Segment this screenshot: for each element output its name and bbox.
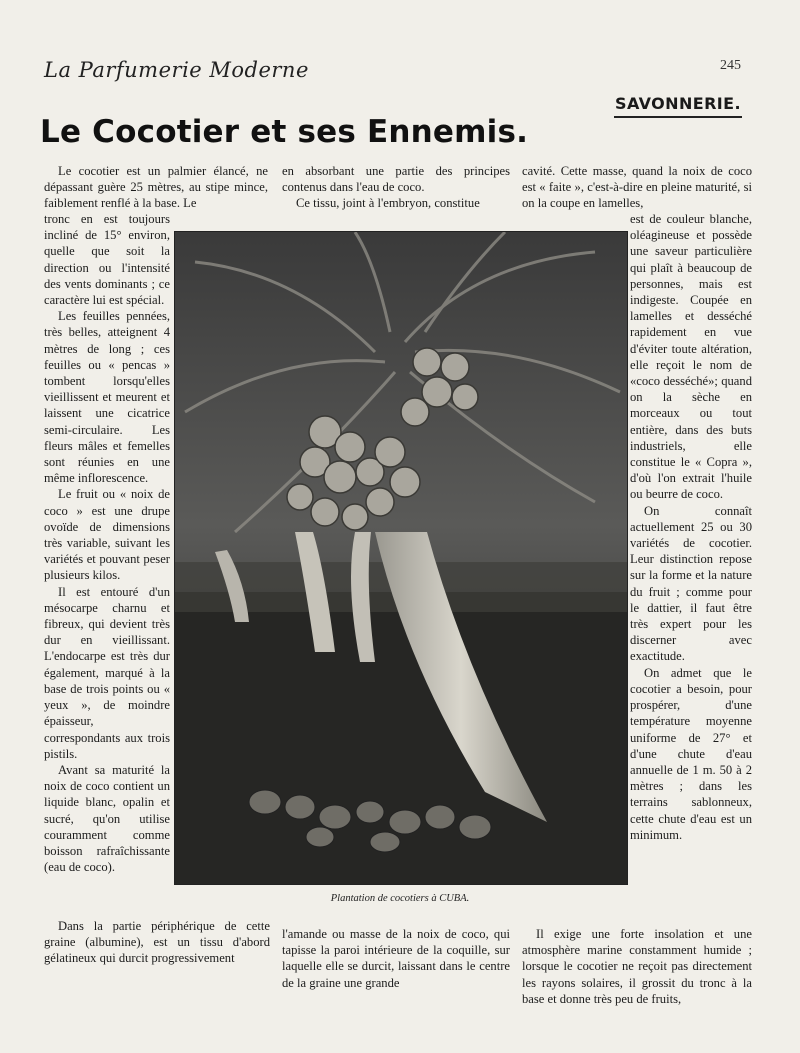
coconut-palm-photograph	[174, 231, 628, 885]
column-3-side	[630, 211, 752, 843]
column-1-side	[44, 211, 170, 875]
paragraph: Avant sa maturité la noix de coco contient un liquide blanc, opalin et sucré, qu'on utilise couramment comme boisson rafraîchissante (eau de coco).	[44, 762, 170, 875]
paragraph: l'amande ou masse de la noix de coco, qui tapisse la paroi intérieure de la coquille, sur laquelle elle se durcit, laissant dans le centre de la graine une grande	[282, 927, 510, 990]
paragraph: Ce tissu, joint à l'embryon, constitue	[296, 196, 480, 211]
paragraph: en absorbant une partie des principes contenus dans l'eau de coco.	[282, 164, 510, 195]
paragraph: Dans la partie périphérique de cette graine (albumine), est un tissu d'abord gélatineux qui durcit progressivement	[44, 919, 270, 966]
section-label: SAVONNERIE.	[614, 94, 742, 118]
column-1-bottom	[44, 918, 270, 967]
page-number: 245	[720, 58, 741, 73]
paragraph: Le cocotier est un palmier élancé, ne dépassant guère 25 mètres, au stipe mince, faiblement renflé à la base. Le	[44, 164, 268, 211]
figure-caption: Plantation de cocotiers à CUBA.	[330, 893, 470, 904]
paragraph: Il est entouré d'un mésocarpe charnu et fibreux, qui devient très dur en vieillissant. L'endocarpe est très dur également, marqué à la base de trois points ou « yeux », de moindre épaisseur, correspondants aux trois pistils.	[44, 584, 170, 761]
column-3-top	[522, 163, 752, 212]
column-3-bottom	[522, 926, 752, 1007]
article-title: Le Cocotier et ses Ennemis.	[40, 114, 529, 150]
paragraph: Les feuilles pennées, très belles, atteignent 4 mètres de long ; ces feuilles ou « pencas » tombent lorsqu'elles vieillissent et meurent et laissent une cicatrice semi-circulaire. Les fleurs mâles et femelles sont réunies en une même inflorescence.	[44, 309, 170, 486]
running-head: La Parfumerie Moderne	[44, 58, 309, 82]
paragraph: On connaît actuellement 25 ou 30 variétés de cocotier. Leur distinction repose sur la forme et la nature du fruit ; comme pour le dattier, il faut être très expert pour les discerner avec exactitude.	[630, 503, 752, 664]
paragraph: On admet que le cocotier a besoin, pour prospérer, d'une température moyenne uniforme de 27° et d'une chute d'eau annuelle de 1 m. 50 à 2 mètres ; dans les terrains sablonneux, cette chute d'eau est un minimum.	[630, 665, 752, 842]
paragraph: cavité. Cette masse, quand la noix de coco est « faite », c'est-à-dire en pleine maturité, si on la coupe en lamelles,	[522, 164, 752, 211]
column-1-top	[44, 163, 268, 212]
palm-tree-illustration	[175, 232, 627, 884]
paragraph: Il exige une forte insolation et une atmosphère marine constamment humide ; lorsque le cocotier ne reçoit pas directement les rayons solaires, il grossit du tronc à la base et donne très peu de fruits,	[522, 927, 752, 1006]
paragraph: Le fruit ou « noix de coco » est une drupe ovoïde de dimensions très variable, suivant les variétés et pouvant peser plusieurs kilos.	[44, 487, 170, 583]
column-2-bottom	[282, 926, 510, 991]
column-2-top	[282, 163, 510, 212]
paragraph: est de couleur blanche, oléagineuse et possède une saveur particulière qui plaît à beaucoup de personnes, mais est indigeste. Coupée en lamelles et desséché rapidement en vue d'éviter toute altération, elle reçoit le nom de «coco desséché»; quand on la sèche en morceaux ou tout entière, dans des buts industriels, elle constitue le « Copra », d'où l'on extrait l'huile ou beurre de coco.	[630, 212, 752, 502]
paragraph: tronc en est toujours incliné de 15° environ, quelle que soit la direction ou l'intensité des vents dominants ; ce caractère lui est spécial.	[44, 212, 170, 308]
